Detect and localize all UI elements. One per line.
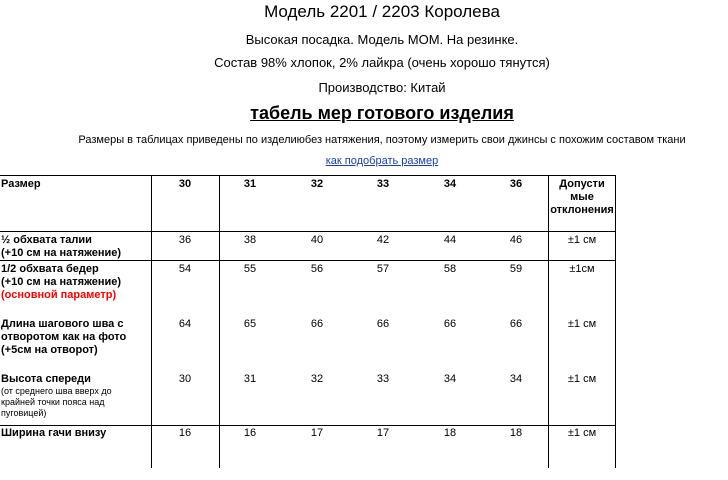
size-guide-link[interactable]: как подобрать размер [325, 155, 439, 167]
table-cell: 17 [310, 427, 324, 439]
table-cell: 32 [310, 373, 324, 385]
row-label: Высота спереди (от среднего шва вверх до крайней точки пояса над пуговицей) [1, 373, 112, 418]
row-label: Ширина гачи внизу [1, 427, 107, 439]
table-cell: 66 [443, 318, 457, 330]
table-cell: 18 [443, 427, 457, 439]
size-header: 30 [178, 178, 192, 190]
row-label: ½ обхвата талии (+10 см на натяжение) [1, 234, 122, 259]
size-header: 36 [509, 178, 523, 190]
row-divider [0, 425, 616, 426]
row-label: Длина шагового шва с отворотом как на фото (+5см на отворот) [1, 318, 127, 356]
table-cell: 65 [243, 318, 257, 330]
tolerance-cell: ±1 см [567, 427, 597, 439]
table-cell: 40 [310, 234, 324, 246]
table-cell: 66 [509, 318, 523, 330]
table-cell: 54 [178, 263, 192, 275]
tolerance-header: Допусти мые отклонения [550, 178, 614, 216]
table-cell: 46 [509, 234, 523, 246]
table-cell: 44 [443, 234, 457, 246]
table-cell: 17 [376, 427, 390, 439]
size-column-label: Размер [1, 178, 41, 190]
row-divider [0, 260, 616, 261]
tolerance-cell: ±1 см [567, 234, 597, 246]
measurement-note: Размеры в таблицах приведены по изделиюбез натяжения, поэтому измерить свои джинсы с похожим составом ткани [78, 134, 686, 146]
table-cell: 66 [310, 318, 324, 330]
composition-text: Состав 98% хлопок, 2% лайкра (очень хорошо тянутся) [214, 55, 550, 70]
size-header: 34 [443, 178, 457, 190]
table-cell: 59 [509, 263, 523, 275]
model-description: Высокая посадка. Модель MOM. На резинке. [245, 32, 519, 47]
table-cell: 18 [509, 427, 523, 439]
size-header: 31 [243, 178, 257, 190]
table-cell: 36 [178, 234, 192, 246]
table-border-top [0, 175, 616, 176]
table-heading: табель мер готового изделия [250, 103, 514, 123]
row-divider [0, 231, 616, 232]
table-cell: 64 [178, 318, 192, 330]
table-cell: 16 [243, 427, 257, 439]
table-cell: 38 [243, 234, 257, 246]
table-cell: 34 [443, 373, 457, 385]
table-cell: 30 [178, 373, 192, 385]
size-header: 33 [376, 178, 390, 190]
table-cell: 33 [376, 373, 390, 385]
tolerance-cell: ±1 см [567, 373, 597, 385]
column-divider [151, 175, 152, 468]
table-cell: 58 [443, 263, 457, 275]
table-cell: 57 [376, 263, 390, 275]
tolerance-cell: ±1см [569, 263, 595, 275]
table-cell: 56 [310, 263, 324, 275]
table-cell: 34 [509, 373, 523, 385]
tolerance-cell: ±1 см [567, 318, 597, 330]
column-divider [219, 175, 220, 468]
column-divider [615, 175, 616, 468]
page-title: Модель 2201 / 2203 Королева [264, 2, 500, 21]
table-cell: 66 [376, 318, 390, 330]
table-cell: 55 [243, 263, 257, 275]
production-text: Производство: Китай [318, 80, 446, 95]
table-cell: 16 [178, 427, 192, 439]
column-divider [548, 175, 549, 468]
table-cell: 42 [376, 234, 390, 246]
size-header: 32 [310, 178, 324, 190]
main-parameter-note: (основной параметр) [1, 289, 117, 301]
row-label: 1/2 обхвата бедер (+10 см на натяжение) (основной параметр) [1, 263, 122, 301]
table-cell: 31 [243, 373, 257, 385]
